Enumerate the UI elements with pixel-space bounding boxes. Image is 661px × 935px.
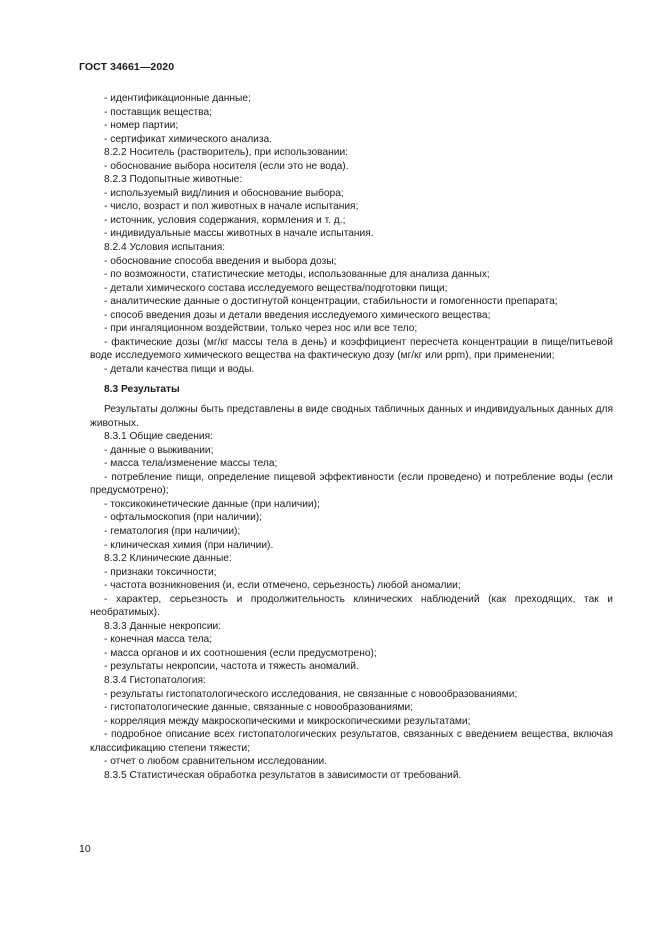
page-number: 10 [79,843,91,855]
list-item: - индивидуальные массы животных в начале испытания. [104,228,374,240]
list-item: - число, возраст и пол животных в начале испытания; [104,201,359,213]
list-item: - используемый вид/линия и обоснование выбора; [104,187,344,199]
standard-header: ГОСТ 34661—2020 [79,61,175,73]
list-item: - офтальмоскопия (при наличии); [104,512,263,524]
subsection-title: 8.3.5 Статистическая обработка результатов в зависимости от требований. [104,769,462,781]
list-item-paragraph: - подробное описание всех гистопатологических результатов, связанных с введением вещества, включая классификацию степени тяжести; [90,729,613,754]
list-item: - клиническая химия (при наличии). [104,539,274,551]
list-item: - результаты некропсии, частота и тяжесть аномалий. [104,661,359,673]
list-item: - отчет о любом сравнительном исследовании. [104,756,327,768]
list-item: - масса тела/изменение массы тела; [104,458,278,470]
subsection-title: 8.2.2 Носитель (растворитель), при использовании: [104,147,348,159]
list-item: - корреляция между макроскопическими и микроскопическими результатами; [104,715,471,727]
list-item: - при ингаляционном воздействии, только через нос или все тело; [104,323,418,335]
list-item: - источник, условия содержания, кормления и т. д.; [104,214,346,226]
list-item: - результаты гистопатологического исследования, не связанные с новообразованиями; [104,688,518,700]
list-item: - идентификационные данные; [104,93,251,104]
list-item: - токсикокинетические данные (при наличии); [104,498,320,510]
section-intro: Результаты должны быть представлены в виде сводных табличных данных и индивидуальных данных для животных. [90,404,613,429]
subsection-title: 8.3.1 Общие сведения: [104,431,213,443]
subsection-title: 8.3.2 Клинические данные: [104,553,232,565]
subsection-title: 8.3.4 Гистопатология: [104,674,206,686]
subsection-title: 8.3.3 Данные некропсии: [104,620,222,632]
list-item: - сертификат химического анализа. [104,133,273,145]
section-heading: 8.3 Результаты [104,384,180,396]
list-item: - частота возникновения (и, если отмечено, серьезность) любой аномалии; [104,580,461,592]
list-item-paragraph: - потребление пищи, определение пищевой эффективности (если проведено) и потребление воды (если предусмотрено); [90,471,613,497]
list-item: - способ введения дозы и детали введения исследуемого химического вещества; [104,309,491,321]
list-item: - детали химического состава исследуемого вещества/подготовки пищи; [104,282,448,294]
list-item: - поставщик вещества; [104,106,212,118]
subsection-title: 8.2.4 Условия испытания: [104,242,226,254]
list-item: - аналитические данные о достигнутой концентрации, стабильности и гомогенности препарата; [104,296,558,308]
list-item: - обоснование способа введения и выбора дозы; [104,255,337,267]
list-item: - признаки токсичности; [104,566,217,578]
list-item: - гематология (при наличии); [104,525,241,537]
list-item: - конечная масса тела; [104,634,213,646]
list-item-paragraph: - характер, серьезность и продолжительность клинических наблюдений (как преходящих, так и необратимых). [90,593,613,619]
list-item: - номер партии; [104,120,179,132]
list-item-paragraph: - фактические дозы (мг/кг массы тела в день) и коэффициент пересчета концентрации в пище/питьевой воде исследуемого химического вещества на фактическую дозу (мг/кг или ppm), при применении; [90,336,613,362]
list-item: - по возможности, статистические методы, использованные для анализа данных; [104,269,490,281]
subsection-title: 8.2.3 Подопытные животные: [104,174,243,186]
list-item: - масса органов и их соотношения (если предусмотрено); [104,647,377,659]
list-item: - гистопатологические данные, связанные с новообразованиями; [104,702,414,714]
list-item: - обоснование выбора носителя (если это не вода). [104,160,349,172]
document-body [90,92,613,782]
list-item: - детали качества пищи и воды. [104,363,255,375]
list-item: - данные о выживании; [104,444,214,456]
